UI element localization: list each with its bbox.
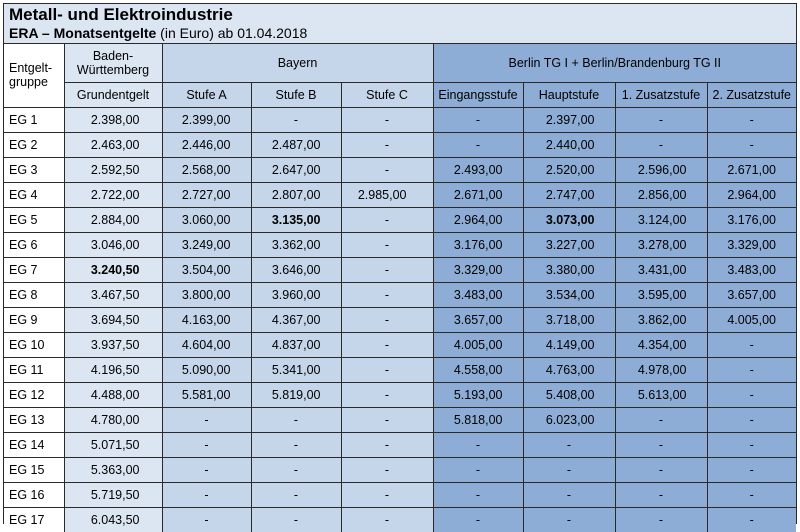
cell-zusatzstufe-2: - [707, 107, 796, 132]
cell-entgeltgruppe: EG 16 [4, 482, 64, 507]
cell-stufe-a: 2.568,00 [162, 157, 251, 182]
cell-stufe-b: 5.819,00 [251, 382, 341, 407]
cell-stufe-b: - [251, 482, 341, 507]
cell-eingangsstufe: 5.193,00 [433, 382, 523, 407]
cell-entgeltgruppe: EG 11 [4, 357, 64, 382]
header-col-eingangsstufe: Eingangsstufe [433, 82, 523, 107]
cell-zusatzstufe-1: - [615, 132, 707, 157]
cell-eingangsstufe: 4.005,00 [433, 332, 523, 357]
cell-hauptstufe: 3.073,00 [523, 207, 615, 232]
cell-stufe-c: - [341, 257, 433, 282]
cell-entgeltgruppe: EG 3 [4, 157, 64, 182]
cell-grundentgelt: 5.071,50 [64, 432, 162, 457]
cell-stufe-c: 2.985,00 [341, 182, 433, 207]
cell-hauptstufe: 6.023,00 [523, 407, 615, 432]
cell-hauptstufe: 2.520,00 [523, 157, 615, 182]
cell-stufe-c: - [341, 107, 433, 132]
cell-hauptstufe: 3.718,00 [523, 307, 615, 332]
cell-hauptstufe: 3.534,00 [523, 282, 615, 307]
cell-stufe-a: 4.163,00 [162, 307, 251, 332]
table-row [4, 282, 796, 307]
cell-stufe-b: 3.135,00 [251, 207, 341, 232]
cell-grundentgelt: 3.937,50 [64, 332, 162, 357]
header-entgeltgruppe [4, 44, 64, 107]
cell-hauptstufe: 5.408,00 [523, 382, 615, 407]
title-block [4, 4, 796, 44]
cell-stufe-b: 3.646,00 [251, 257, 341, 282]
cell-stufe-a: 3.249,00 [162, 232, 251, 257]
cell-entgeltgruppe: EG 6 [4, 232, 64, 257]
cell-stufe-c: - [341, 157, 433, 182]
cell-grundentgelt: 3.467,50 [64, 282, 162, 307]
cell-hauptstufe: 3.227,00 [523, 232, 615, 257]
subtitle-bold: ERA – Monatsentgelte [9, 25, 157, 41]
cell-stufe-c: - [341, 457, 433, 482]
header-region-bw-label: Baden- Württemberg [76, 48, 150, 77]
table-row [4, 482, 796, 507]
cell-zusatzstufe-1: 3.595,00 [615, 282, 707, 307]
cell-stufe-a: - [162, 432, 251, 457]
cell-zusatzstufe-1: 3.124,00 [615, 207, 707, 232]
cell-stufe-b: 2.647,00 [251, 157, 341, 182]
table-row [4, 407, 796, 432]
cell-zusatzstufe-2: - [707, 482, 796, 507]
header-row-columns [4, 82, 796, 107]
cell-stufe-a: 2.399,00 [162, 107, 251, 132]
cell-stufe-b: 5.341,00 [251, 357, 341, 382]
cell-zusatzstufe-2: - [707, 132, 796, 157]
cell-zusatzstufe-1: 4.354,00 [615, 332, 707, 357]
cell-eingangsstufe: 3.176,00 [433, 232, 523, 257]
table-row [4, 232, 796, 257]
cell-stufe-c: - [341, 232, 433, 257]
page-title: Metall- und Elektroindustrie [9, 5, 233, 24]
cell-zusatzstufe-1: - [615, 432, 707, 457]
cell-eingangsstufe: 2.671,00 [433, 182, 523, 207]
cell-hauptstufe: 2.397,00 [523, 107, 615, 132]
cell-stufe-a: 3.504,00 [162, 257, 251, 282]
header-region-bayern: Bayern [162, 44, 433, 82]
header-col-zusatzstufe-2: 2. Zusatzstufe [707, 82, 796, 107]
cell-grundentgelt: 3.046,00 [64, 232, 162, 257]
cell-hauptstufe: - [523, 507, 615, 532]
cell-entgeltgruppe: EG 7 [4, 257, 64, 282]
cell-zusatzstufe-1: - [615, 107, 707, 132]
cell-zusatzstufe-1: 4.978,00 [615, 357, 707, 382]
cell-zusatzstufe-2: - [707, 332, 796, 357]
cell-entgeltgruppe: EG 14 [4, 432, 64, 457]
cell-entgeltgruppe: EG 10 [4, 332, 64, 357]
header-col-grundentgelt: Grundentgelt [64, 82, 162, 107]
cell-stufe-a: - [162, 507, 251, 532]
cell-entgeltgruppe: EG 17 [4, 507, 64, 532]
table-row [4, 457, 796, 482]
cell-grundentgelt: 3.240,50 [64, 257, 162, 282]
cell-zusatzstufe-2: 3.176,00 [707, 207, 796, 232]
cell-eingangsstufe: 3.483,00 [433, 282, 523, 307]
cell-stufe-b: 2.807,00 [251, 182, 341, 207]
cell-entgeltgruppe: EG 9 [4, 307, 64, 332]
cell-zusatzstufe-2: - [707, 357, 796, 382]
table-row [4, 432, 796, 457]
cell-stufe-a: - [162, 407, 251, 432]
cell-stufe-a: 2.446,00 [162, 132, 251, 157]
cell-grundentgelt: 6.043,50 [64, 507, 162, 532]
table-row [4, 107, 796, 132]
header-region-bw [64, 44, 162, 82]
cell-stufe-c: - [341, 432, 433, 457]
cell-zusatzstufe-1: - [615, 407, 707, 432]
cell-stufe-c: - [341, 307, 433, 332]
cell-stufe-a: - [162, 457, 251, 482]
cell-zusatzstufe-1: 3.862,00 [615, 307, 707, 332]
table-row [4, 307, 796, 332]
cell-hauptstufe: - [523, 432, 615, 457]
cell-eingangsstufe: - [433, 132, 523, 157]
cell-stufe-c: - [341, 407, 433, 432]
cell-entgeltgruppe: EG 5 [4, 207, 64, 232]
cell-zusatzstufe-2: 3.329,00 [707, 232, 796, 257]
header-col-stufe-a: Stufe A [162, 82, 251, 107]
table-row [4, 257, 796, 282]
cell-grundentgelt: 2.398,00 [64, 107, 162, 132]
cell-stufe-a: 2.727,00 [162, 182, 251, 207]
cell-zusatzstufe-1: - [615, 507, 707, 532]
cell-zusatzstufe-2: 3.657,00 [707, 282, 796, 307]
cell-zusatzstufe-1: - [615, 482, 707, 507]
cell-hauptstufe: - [523, 457, 615, 482]
cell-hauptstufe: 2.747,00 [523, 182, 615, 207]
header-col-hauptstufe: Hauptstufe [523, 82, 615, 107]
cell-stufe-a: 3.060,00 [162, 207, 251, 232]
cell-entgeltgruppe: EG 2 [4, 132, 64, 157]
header-region-berlin: Berlin TG I + Berlin/Brandenburg TG II [433, 44, 796, 82]
cell-entgeltgruppe: EG 4 [4, 182, 64, 207]
subtitle-rest: (in Euro) ab 01.04.2018 [156, 25, 308, 41]
cell-grundentgelt: 2.722,00 [64, 182, 162, 207]
cell-zusatzstufe-2: - [707, 382, 796, 407]
cell-stufe-b: - [251, 507, 341, 532]
cell-entgeltgruppe: EG 15 [4, 457, 64, 482]
cell-eingangsstufe: 4.558,00 [433, 357, 523, 382]
cell-eingangsstufe: 3.657,00 [433, 307, 523, 332]
cell-eingangsstufe: 2.964,00 [433, 207, 523, 232]
cell-zusatzstufe-2: - [707, 432, 796, 457]
cell-zusatzstufe-1: 3.431,00 [615, 257, 707, 282]
cell-eingangsstufe: - [433, 457, 523, 482]
cell-stufe-c: - [341, 207, 433, 232]
cell-entgeltgruppe: EG 13 [4, 407, 64, 432]
table-row [4, 207, 796, 232]
cell-eingangsstufe: 2.493,00 [433, 157, 523, 182]
cell-stufe-a: 5.090,00 [162, 357, 251, 382]
cell-stufe-c: - [341, 332, 433, 357]
table-row [4, 182, 796, 207]
cell-grundentgelt: 2.884,00 [64, 207, 162, 232]
cell-zusatzstufe-1: 2.856,00 [615, 182, 707, 207]
table-row [4, 357, 796, 382]
cell-zusatzstufe-2: 3.483,00 [707, 257, 796, 282]
cell-grundentgelt: 5.363,00 [64, 457, 162, 482]
cell-eingangsstufe: 5.818,00 [433, 407, 523, 432]
cell-stufe-c: - [341, 132, 433, 157]
cell-zusatzstufe-2: - [707, 457, 796, 482]
cell-stufe-b: 4.367,00 [251, 307, 341, 332]
cell-stufe-a: - [162, 482, 251, 507]
cell-zusatzstufe-2: 2.671,00 [707, 157, 796, 182]
header-row-regions [4, 44, 796, 82]
cell-stufe-c: - [341, 382, 433, 407]
cell-stufe-b: 2.487,00 [251, 132, 341, 157]
cell-zusatzstufe-2: 2.964,00 [707, 182, 796, 207]
table-row [4, 507, 796, 532]
cell-entgeltgruppe: EG 12 [4, 382, 64, 407]
cell-hauptstufe: 2.440,00 [523, 132, 615, 157]
header-col-stufe-c: Stufe C [341, 82, 433, 107]
cell-stufe-c: - [341, 507, 433, 532]
cell-zusatzstufe-2: 4.005,00 [707, 307, 796, 332]
cell-stufe-b: 4.837,00 [251, 332, 341, 357]
cell-stufe-c: - [341, 482, 433, 507]
cell-hauptstufe: 3.380,00 [523, 257, 615, 282]
cell-stufe-b: - [251, 457, 341, 482]
cell-grundentgelt: 5.719,50 [64, 482, 162, 507]
table-row [4, 132, 796, 157]
cell-grundentgelt: 2.463,00 [64, 132, 162, 157]
header-entgeltgruppe-label: Entgelt- gruppe [9, 61, 53, 90]
cell-hauptstufe: - [523, 482, 615, 507]
cell-stufe-b: - [251, 432, 341, 457]
cell-stufe-b: - [251, 407, 341, 432]
cell-entgeltgruppe: EG 8 [4, 282, 64, 307]
cell-eingangsstufe: - [433, 107, 523, 132]
page-subtitle [9, 25, 796, 42]
table-row [4, 382, 796, 407]
cell-stufe-c: - [341, 282, 433, 307]
cell-stufe-b: 3.960,00 [251, 282, 341, 307]
table-row [4, 157, 796, 182]
cell-stufe-c: - [341, 357, 433, 382]
cell-grundentgelt: 4.196,50 [64, 357, 162, 382]
cell-zusatzstufe-1: - [615, 457, 707, 482]
cell-zusatzstufe-2: - [707, 507, 796, 532]
cell-stufe-b: 3.362,00 [251, 232, 341, 257]
cell-grundentgelt: 3.694,50 [64, 307, 162, 332]
cell-stufe-a: 3.800,00 [162, 282, 251, 307]
cell-grundentgelt: 2.592,50 [64, 157, 162, 182]
header-col-stufe-b: Stufe B [251, 82, 341, 107]
cell-eingangsstufe: - [433, 507, 523, 532]
cell-hauptstufe: 4.149,00 [523, 332, 615, 357]
cell-stufe-a: 4.604,00 [162, 332, 251, 357]
cell-grundentgelt: 4.780,00 [64, 407, 162, 432]
cell-zusatzstufe-1: 5.613,00 [615, 382, 707, 407]
cell-eingangsstufe: - [433, 432, 523, 457]
cell-entgeltgruppe: EG 1 [4, 107, 64, 132]
cell-zusatzstufe-1: 3.278,00 [615, 232, 707, 257]
tariff-table-frame [3, 3, 797, 527]
cell-stufe-a: 5.581,00 [162, 382, 251, 407]
cell-grundentgelt: 4.488,00 [64, 382, 162, 407]
cell-zusatzstufe-2: - [707, 407, 796, 432]
cell-zusatzstufe-1: 2.596,00 [615, 157, 707, 182]
table-row [4, 332, 796, 357]
header-col-zusatzstufe-1: 1. Zusatzstufe [615, 82, 707, 107]
salary-table [4, 44, 796, 532]
cell-stufe-b: - [251, 107, 341, 132]
cell-eingangsstufe: - [433, 482, 523, 507]
cell-hauptstufe: 4.763,00 [523, 357, 615, 382]
cell-eingangsstufe: 3.329,00 [433, 257, 523, 282]
